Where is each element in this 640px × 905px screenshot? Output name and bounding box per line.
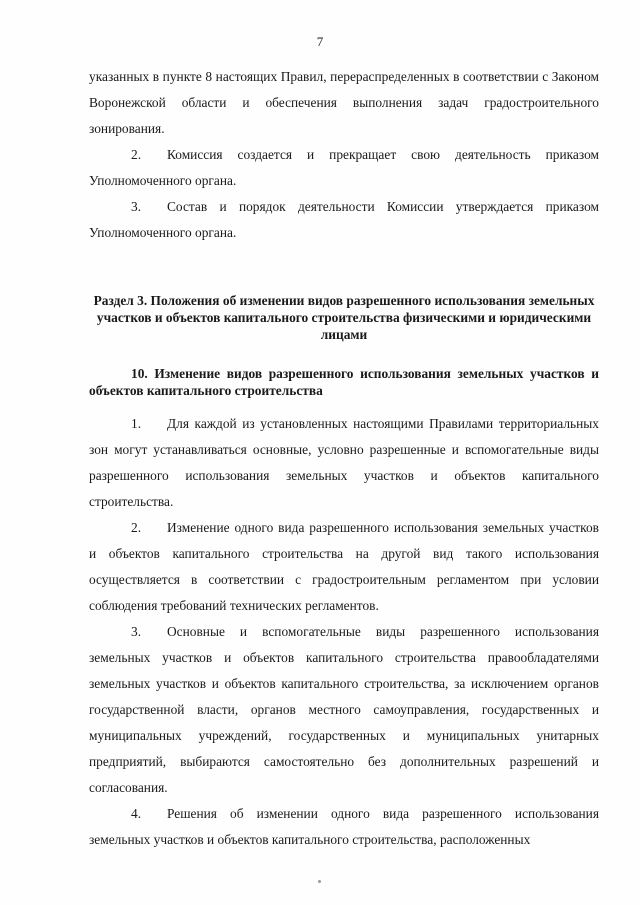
item-text: Для каждой из установленных настоящими Правилами территориальных зон могут устанавливаться основные, условно разрешенные и вспомогательные виды разрешенного использования земельных участков и объектов капитального строительства. [89, 416, 599, 509]
article-item-1 [89, 411, 599, 515]
article-heading: 10. Изменение видов разрешенного использования земельных участков и объектов капитального строительства [89, 366, 599, 398]
article-item-2 [89, 515, 599, 619]
item-text: Комиссия создается и прекращает свою деятельность приказом Уполномоченного органа. [89, 147, 599, 188]
intro-paragraph: указанных в пункте 8 настоящих Правил, перераспределенных в соответствии с Законом Воронежской области и обеспечения выполнения задач градостроительного зонирования. [89, 69, 599, 136]
item-number: 3. [131, 624, 142, 639]
commission-item-3 [89, 194, 599, 246]
page-number: 7 [316, 34, 324, 49]
item-text: Изменение одного вида разрешенного использования земельных участков и объектов капитального строительства на другой вид такого использования осуществляется в соответствии с градостроительным регламентом при условии соблюдения требований технических регламентов. [89, 520, 599, 613]
item-number: 2. [131, 147, 142, 162]
item-text: Решения об изменении одного вида разрешенного использования земельных участков и объектов капитального строительства, расположенных [89, 806, 599, 847]
item-text: Основные и вспомогательные виды разрешенного использования земельных участков и объектов капитального строительства правообладателями земельных участков и объектов капитального строительства, за исключением органов государственной власти, органов местного самоуправления, государственных и муниципальных учреждений, государственных и муниципальных унитарных предприятий, выбираются самостоятельно без дополнительных разрешений и согласования. [89, 624, 599, 795]
article-item-4 [89, 801, 599, 853]
scan-speck [318, 880, 321, 883]
item-number: 2. [131, 520, 142, 535]
article-item-3 [89, 619, 599, 801]
commission-item-2 [89, 142, 599, 194]
item-number: 4. [131, 806, 142, 821]
document-body [89, 64, 599, 853]
item-number: 3. [131, 199, 142, 214]
item-text: Состав и порядок деятельности Комиссии утверждается приказом Уполномоченного органа. [89, 199, 599, 240]
section-heading: Раздел 3. Положения об изменении видов разрешенного использования земельных участков и объектов капитального строительства физическими и юридическими лицами [93, 293, 595, 342]
item-number: 1. [131, 416, 142, 431]
